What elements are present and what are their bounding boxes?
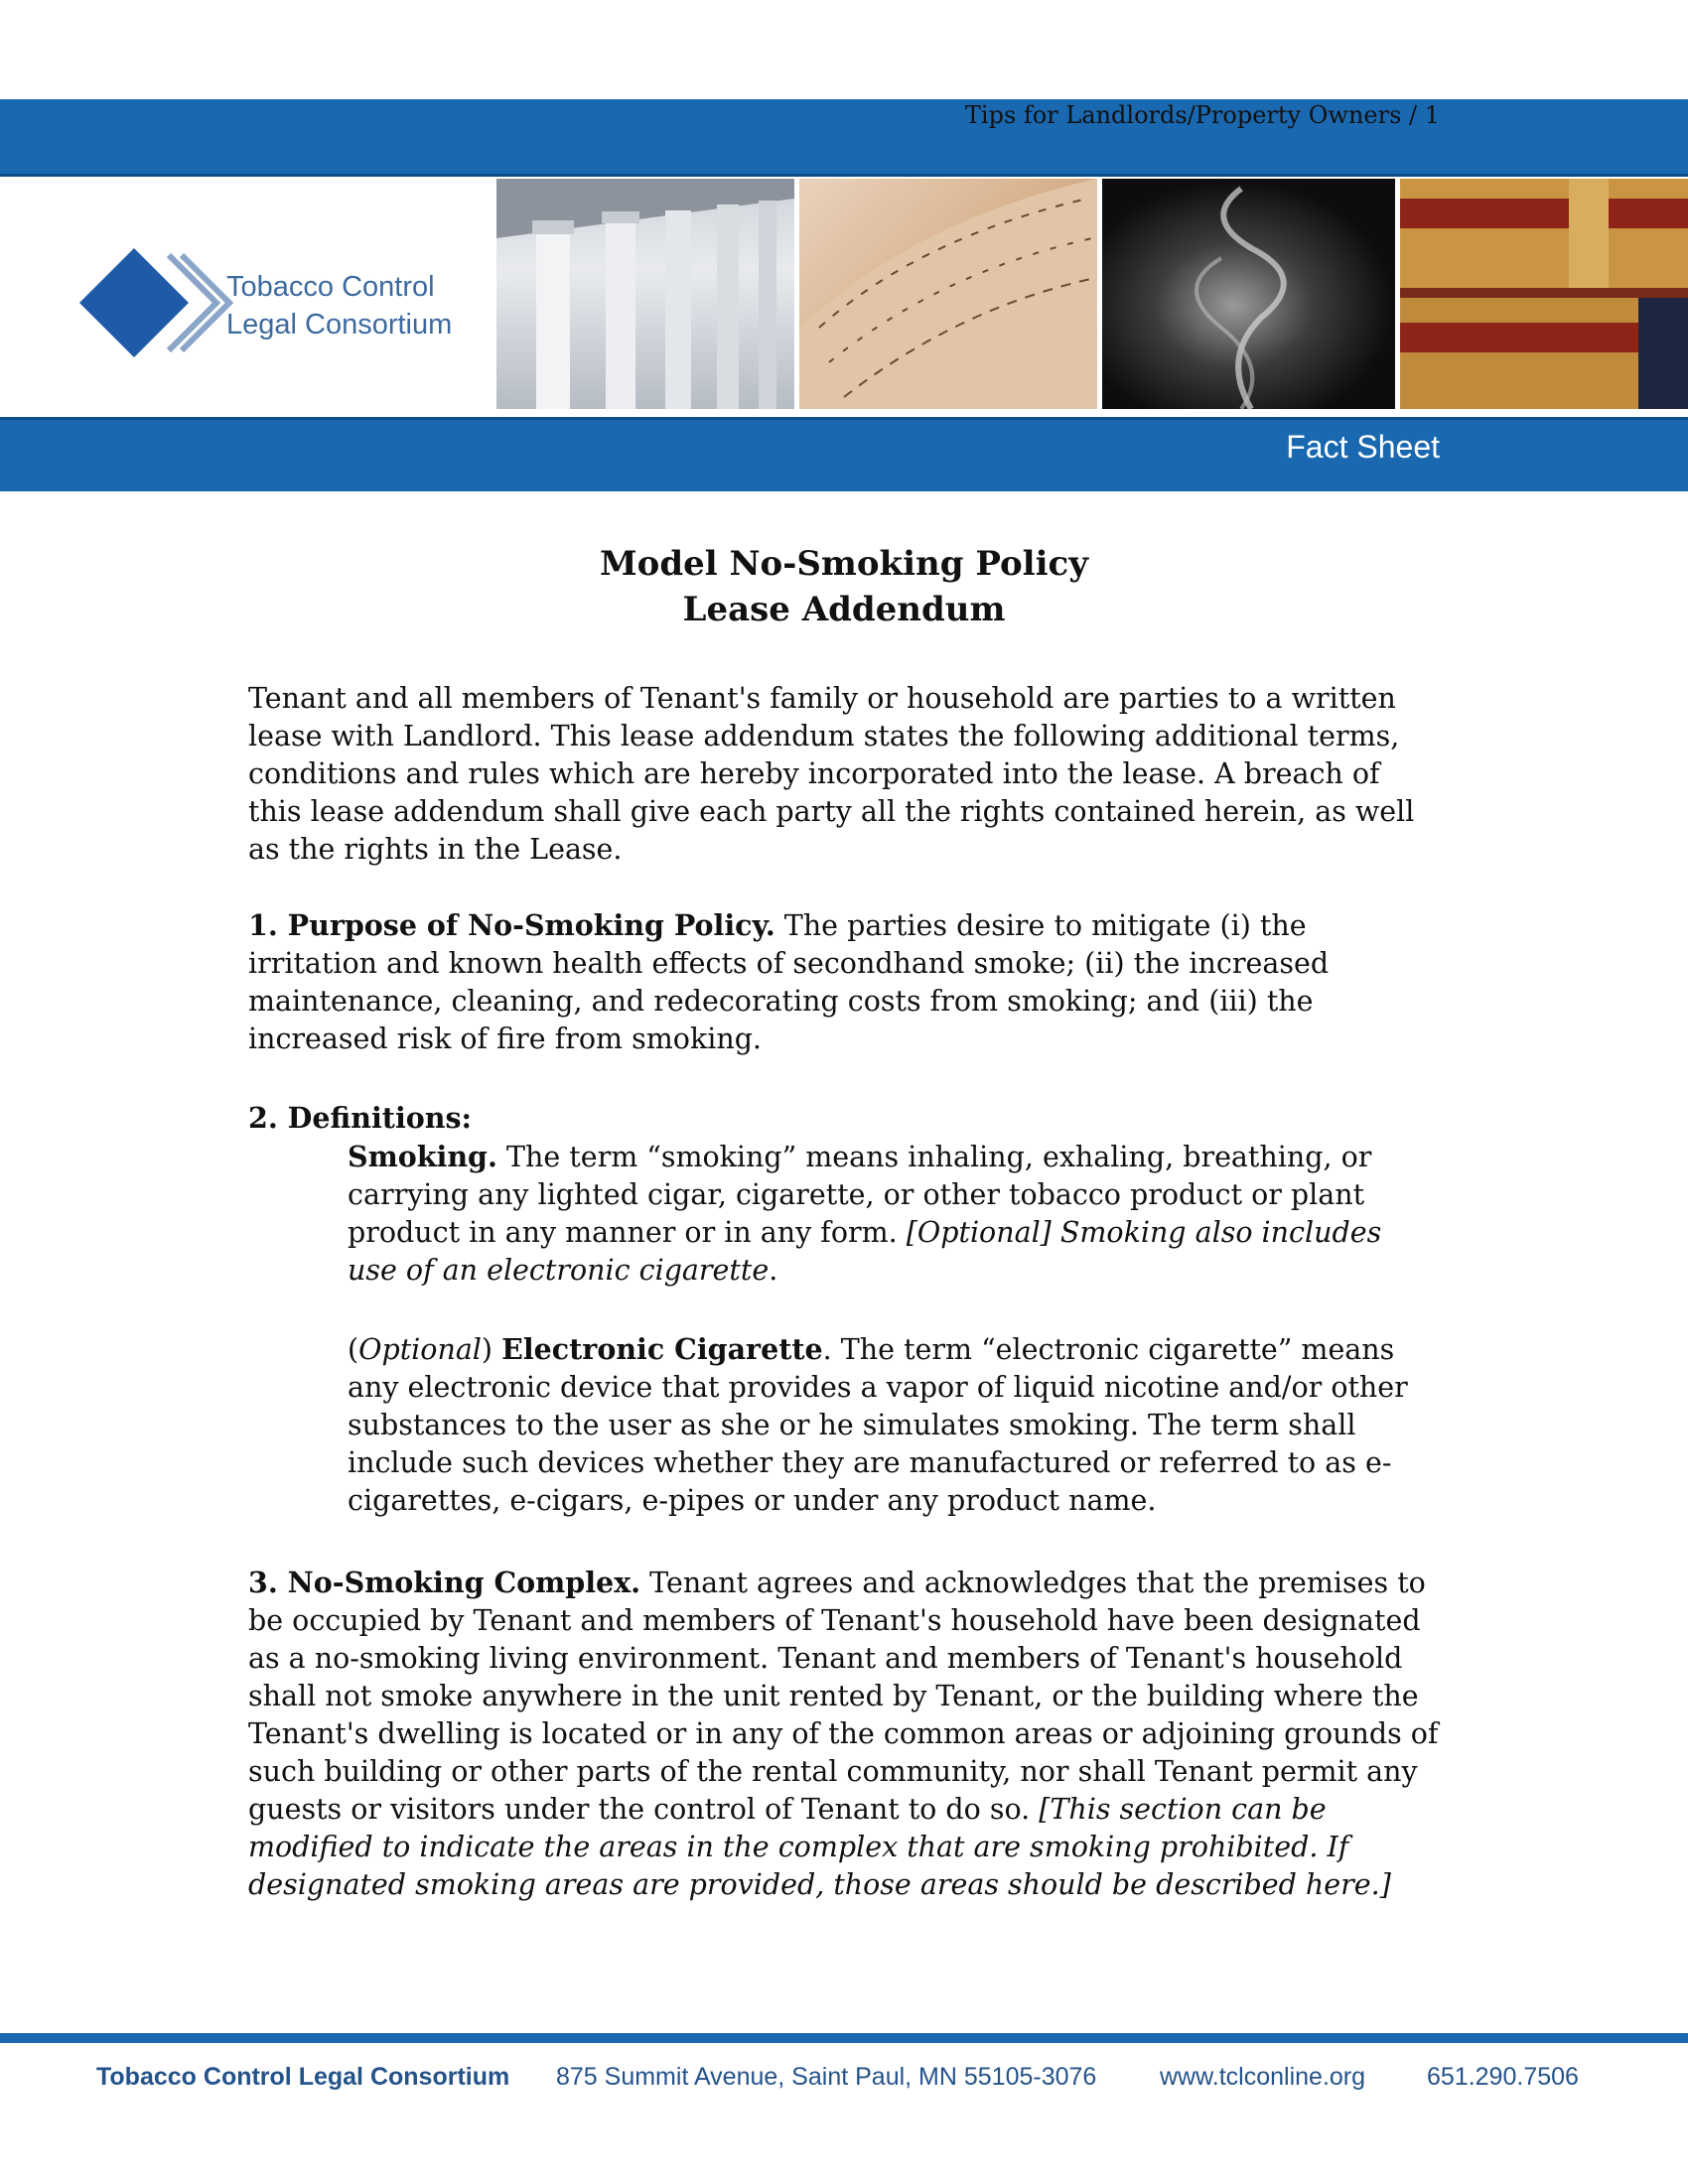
fact-sheet-label: Fact Sheet (1286, 429, 1440, 465)
smoking-text: The term “smoking” means inhaling, exhaling, breathing, or carrying any lighted cigar, cigarette, or other tobacco product or plant product in any manner or in any form. (348, 1141, 1372, 1249)
document-title (0, 541, 1688, 632)
document-scroll-photo (799, 179, 1097, 409)
title-line-1: Model No-Smoking Policy (600, 544, 1088, 584)
footer-address: 875 Summit Avenue, Saint Paul, MN 55105-3076 (556, 2063, 1097, 2091)
smoke-photo (1102, 179, 1395, 409)
section-1-paragraph (248, 906, 1440, 1058)
definitions-heading: 2. Definitions: (248, 1101, 473, 1135)
smoking-optional-note: [Optional] Smoking also includes use of an electronic cigarette (348, 1216, 1382, 1287)
law-books-photo (1400, 179, 1688, 409)
section-3-paragraph (248, 1564, 1440, 1904)
ecig-text: . The term “electronic cigarette” means any electronic device that provides a vapor of liquid nicotine and/or other substances to the user as she or he simulates smoking. The term shall include such devices whether they are manufactured or referred to as e-cigarettes, e-cigars, e-pipes or under any product name. (348, 1333, 1408, 1517)
ecig-term: Electronic Cigarette (501, 1332, 823, 1366)
section-1-text: The parties desire to mitigate (i) the irritation and known health effects of secondhand smoke; (ii) the increased maintenance, cleaning, and redecorating costs from smoking; and (iii) the increased risk of fire from smoking. (248, 909, 1330, 1055)
section-3-heading: 3. No-Smoking Complex. (248, 1566, 641, 1599)
logo-wordmark (226, 268, 452, 343)
smoking-definition (348, 1138, 1440, 1290)
ecig-close-paren: ) (481, 1333, 502, 1366)
intro-paragraph: Tenant and all members of Tenant's family or household are parties to a written lease with Landlord. This lease addendum states the following additional terms, conditions and rules which are hereby incorporated into the lease. A breach of this lease addendum shall give each party all the rights contained herein, as well as the rights in the Lease. (248, 682, 1415, 866)
section-2-heading (248, 1099, 1440, 1138)
columns-photo (496, 179, 794, 409)
smoking-end: . (769, 1254, 778, 1287)
section-1-heading: 1. Purpose of No-Smoking Policy. (248, 908, 775, 942)
smoking-term: Smoking. (348, 1140, 497, 1173)
logo-line-2: Legal Consortium (226, 309, 453, 341)
ecig-optional-label: Optional (358, 1333, 482, 1366)
title-line-2: Lease Addendum (682, 590, 1006, 629)
ecig-open-paren: ( (348, 1333, 359, 1366)
footer-website-link[interactable]: www.tclconline.org (1160, 2063, 1366, 2091)
logo-line-1: Tobacco Control (226, 271, 435, 303)
page-label: Tips for Landlords/Property Owners / 1 (964, 101, 1440, 129)
electronic-cigarette-definition (348, 1330, 1440, 1520)
footer-phone: 651.290.7506 (1427, 2063, 1579, 2091)
footer-rule (0, 2033, 1688, 2043)
section-3-note: [This section can be modified to indicate the areas in the complex that are smoking prohibited. If designated smoking areas are provided, those areas should be described here.] (248, 1793, 1391, 1901)
footer-organization: Tobacco Control Legal Consortium (96, 2063, 510, 2091)
section-3-text: Tenant agrees and acknowledges that the premises to be occupied by Tenant and members of Tenant's household have been designated as a no-smoking living environment. Tenant and members of Tenant's household shall not smoke anywhere in the unit rented by Tenant, or the building where the Tenant's dwelling is located or in any of the common areas or adjoining grounds of such building or other parts of the rental community, nor shall Tenant permit any guests or visitors under the control of Tenant to do so. (248, 1567, 1439, 1826)
